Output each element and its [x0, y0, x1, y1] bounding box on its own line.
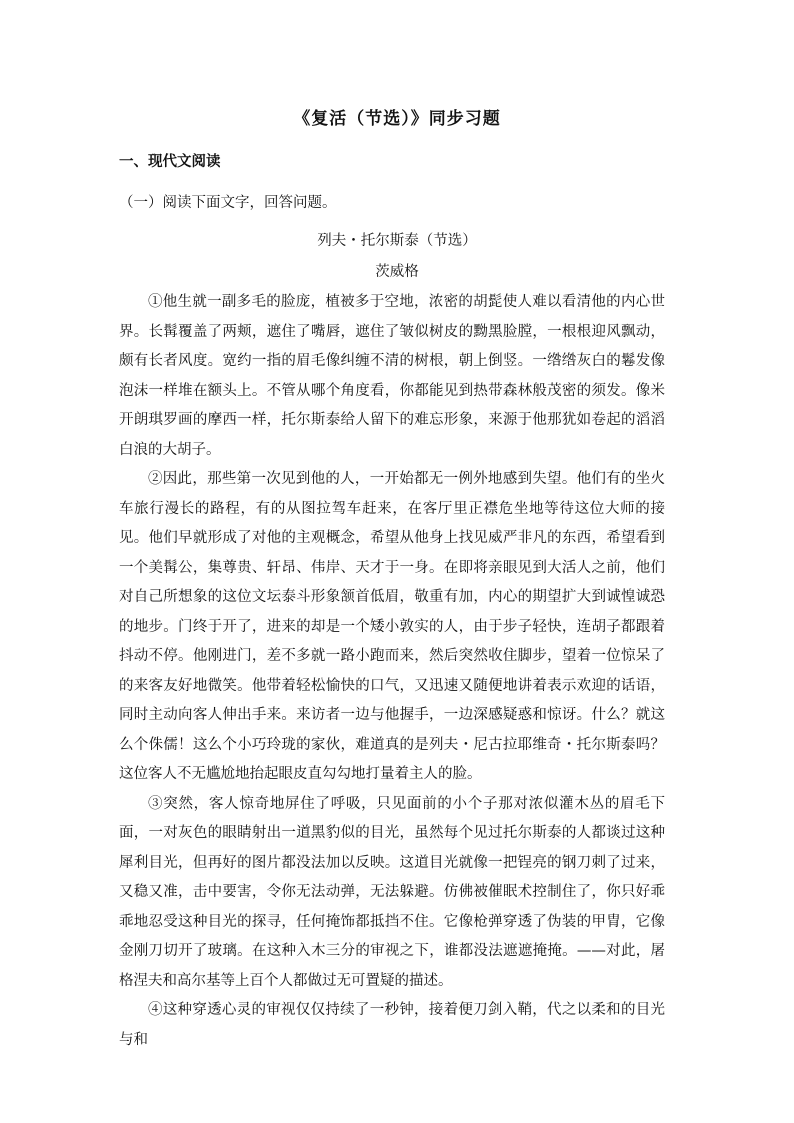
passage-author: 茨威格	[375, 264, 419, 280]
document-title: 《复活（节选）》同步习题	[293, 109, 501, 129]
paragraph-1: ①他生就一副多毛的脸庞，植被多于空地，浓密的胡髭使人难以看清他的内心世界。长髯覆盖了两颊，遮住了嘴唇，遮住了皱似树皮的黝黑脸膛，一根根迎风飘动，颇有长者风度。宽约一指的眉毛像纠缠不清的树根，朝上倒竖。一绺绺灰白的鬈发像泡沫一样堆在额头上。不管从哪个角度看，你都能见到热带森林般茂密的须发。像米开朗琪罗画的摩西一样，托尔斯泰给人留下的难忘形象，来源于他那犹如卷起的滔滔白浪的大胡子。	[119, 294, 665, 458]
passage-body	[119, 288, 665, 1055]
section-heading: 一、现代文阅读	[119, 153, 221, 170]
instruction-text: （一）阅读下面文字，回答问题。	[119, 195, 337, 211]
paragraph-2: ②因此，那些第一次见到他的人，一开始都无一例外地感到失望。他们有的坐火车旅行漫长的路程，有的从图拉驾车赶来，在客厅里正襟危坐地等待这位大师的接见。他们早就形成了对他的主观概念，希望从他身上找见威严非凡的东西，希望看到一个美髯公，集尊贵、轩昂、伟岸、天才于一身。在即将亲眼见到大活人之前，他们对自己所想象的这位文坛泰斗形象颔首低眉，敬重有加，内心的期望扩大到诚惶诚恐的地步。门终于开了，进来的却是一个矮小敦实的人，由于步子轻快，连胡子都跟着抖动不停。他刚进门，差不多就一路小跑而来，然后突然收住脚步，望着一位惊呆了的来客友好地微笑。他带着轻松愉快的口气，又迅速又随便地讲着表示欢迎的话语，同时主动向客人伸出手来。来访者一边与他握手，一边深感疑惑和惊讶。什么？就这么个侏儒！这么个小巧玲珑的家伙，难道真的是列夫・尼古拉耶维奇・托尔斯泰吗？这位客人不无尴尬地抬起眼皮直勾勾地打量着主人的脸。	[119, 471, 665, 782]
passage-title: 列夫・托尔斯泰（节选）	[317, 233, 477, 249]
paragraph-3: ③突然，客人惊奇地屏住了呼吸，只见面前的小个子那对浓似灌木丛的眉毛下面，一对灰色的眼睛射出一道黑豹似的目光，虽然每个见过托尔斯泰的人都谈过这种犀利目光，但再好的图片都没法加以反映。这道目光就像一把锃亮的钢刀刺了过来，又稳又准，击中要害，令你无法动弹，无法躲避。仿佛被催眠术控制住了，你只好乖乖地忍受这种目光的探寻，任何掩饰都抵挡不住。它像枪弹穿透了伪装的甲胄，它像金刚刀切开了玻璃。在这种入木三分的审视之下，谁都没法遮遮掩掩。——对此，屠格涅夫和高尔基等上百个人都做过无可置疑的描述。	[119, 795, 665, 989]
paragraph-4: ④这种穿透心灵的审视仅仅持续了一秒钟，接着便刀剑入鞘，代之以柔和的目光与和	[119, 1002, 665, 1048]
